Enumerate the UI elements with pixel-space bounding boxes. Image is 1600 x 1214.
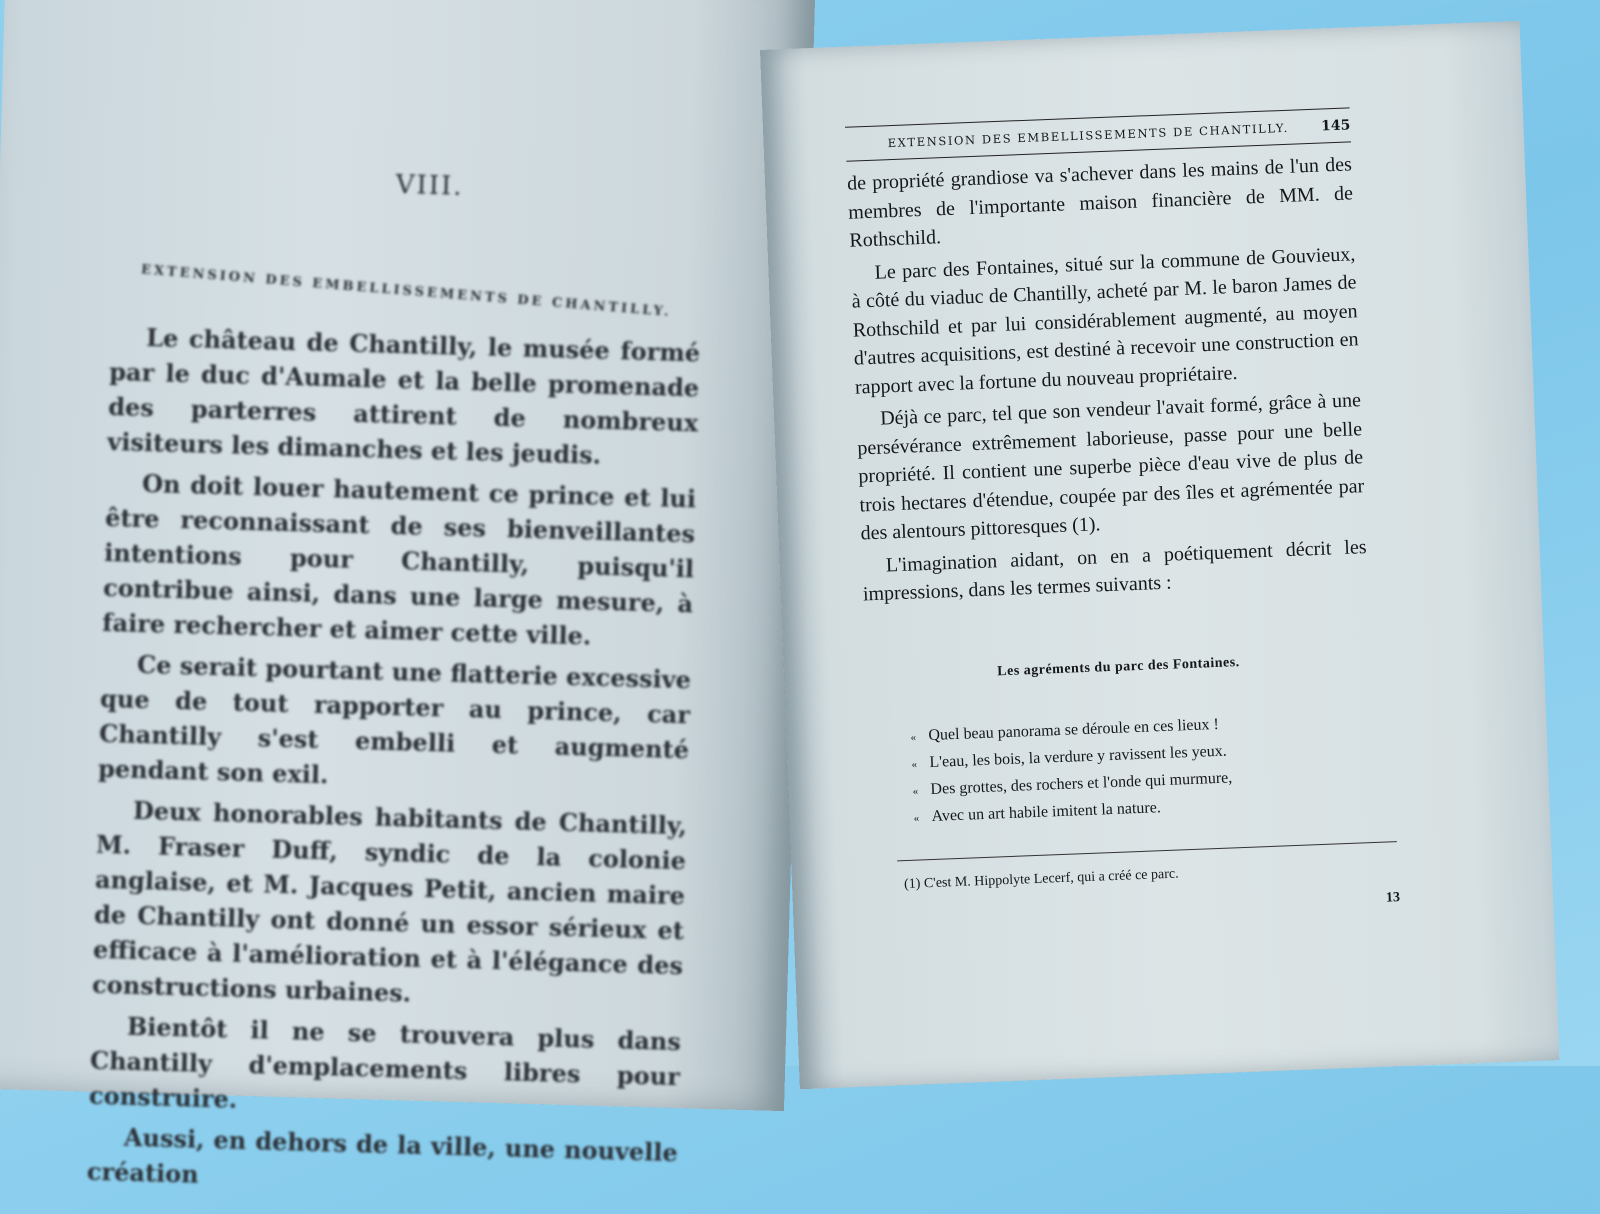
paragraph: Ce serait pourtant une flatterie excessive que de tout rapporter au prince, car Chantilly s'est embelli et augmenté pendant son exil. [97, 649, 692, 790]
left-page-text [86, 162, 705, 1211]
footnote: (1) C'est M. Hippolyte Lecerf, qui a créé ce parc. [903, 866, 1179, 892]
paragraph: Deux honorables habitants de Chantilly, M. Fraser Duff, syndic de la colonie anglaise, et M. Jacques Petit, ancien maire de Chantilly ont donné un essor sérieux et efficace à l'amélioration et à l'élégance des constructions urbaines. [91, 795, 688, 1008]
quote-mark: « [912, 784, 919, 798]
paragraph: On doit louer hautement ce prince et lui être reconnaissant de ses bienveillantes intentions pour Chantilly, puisqu'il contribue ainsi, dans une large mesure, à faire rechercher et aimer cette ville. [101, 468, 697, 651]
paragraph: Bientôt il ne se trouvera plus dans Chantilly d'emplacements libres pour construire. [88, 1011, 682, 1114]
chapter-title: EXTENSION DES EMBELLISSEMENTS DE CHANTILLY. [140, 262, 673, 320]
verse-text: Quel beau panorama se déroule en ces lieux ! [928, 715, 1220, 744]
poem [910, 705, 1377, 831]
verse-text: Avec un art habile imitent la nature. [931, 798, 1162, 825]
poem-title: Les agréments du parc des Fontaines. [996, 654, 1240, 679]
paragraph: L'imagination aidant, on en a poétiquement décrit les impressions, dans les termes suivants : [862, 535, 1367, 606]
paragraph: Le parc des Fontaines, situé sur la commune de Gouvieux, à côté du viaduc de Chantilly, acheté par M. le baron James de Rothschild et par lui considérablement augmenté, au moyen d'autres acquisitions, est destiné à recevoir une construction en rapport avec la fortune du nouveau propriétaire. [851, 242, 1359, 399]
running-head-title: EXTENSION DES EMBELLISSEMENTS DE CHANTILLY. [887, 120, 1290, 151]
right-page-text [845, 107, 1401, 925]
quote-mark: « [913, 811, 920, 825]
paragraph: Déjà ce parc, tel que son vendeur l'avait formé, grâce à une persévérance extrêmement laborieuse, passe pour une belle propriété. Il contient une superbe pièce d'eau vive de plus de trois hectares d'étendue, coupée par des îles et agrémentée par des alentours pittoresques (1). [856, 389, 1365, 545]
right-page [760, 21, 1559, 1089]
paragraph: Le château de Chantilly, le musée formé par le duc d'Aumale et la belle promenade des parterres attirent de nombreux visiteurs les dimanches et les jeudis. [106, 322, 701, 470]
signature-mark: 13 [1385, 889, 1401, 906]
quote-mark: « [911, 758, 918, 771]
paragraph: de propriété grandiose va s'achever dans les mains de l'un des membres de l'importante maison financière de MM. de Rothschild. [846, 153, 1354, 252]
chapter-number: VIII. [395, 169, 464, 202]
footnote-rule [897, 841, 1397, 861]
paragraph: Aussi, en dehors de la ville, une nouvelle création [86, 1122, 679, 1189]
page-number: 145 [1320, 117, 1351, 135]
quote-mark: « [910, 731, 917, 744]
verse-text: L'eau, les bois, la verdure y ravissent les yeux. [929, 742, 1228, 771]
left-page [0, 0, 816, 1189]
verse-text: Des grottes, des rochers et l'onde qui murmure, [930, 768, 1233, 798]
